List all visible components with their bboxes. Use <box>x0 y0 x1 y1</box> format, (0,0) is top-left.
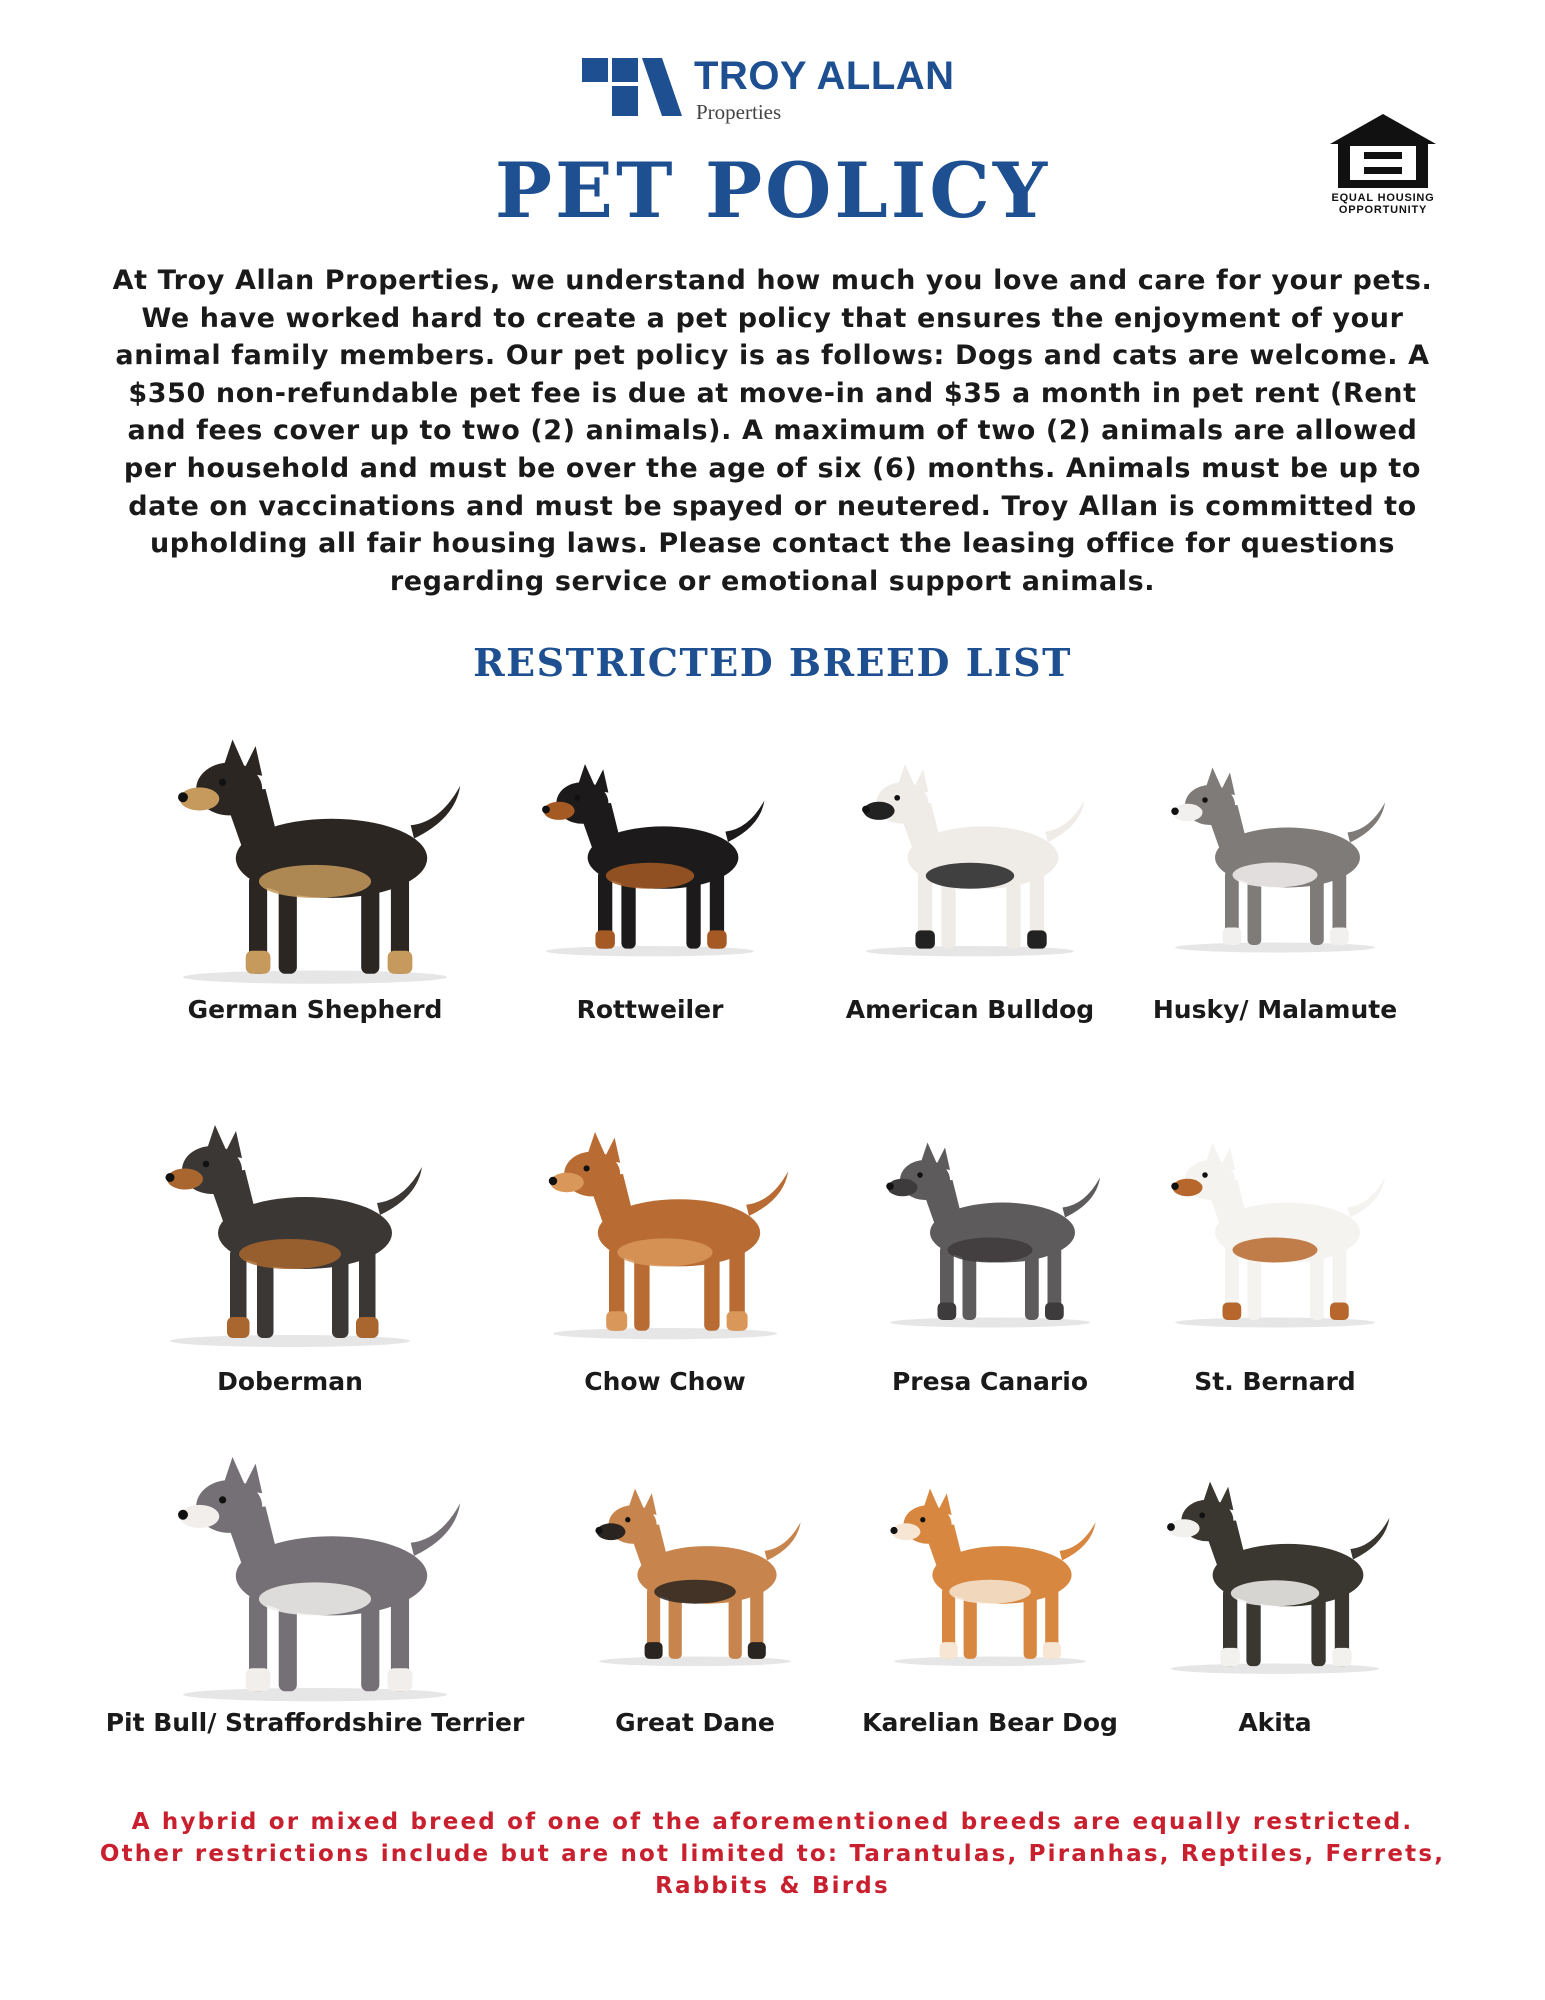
dog-rottweiler-icon <box>520 720 780 990</box>
dog-husky-malamute-icon <box>1150 720 1400 990</box>
brand-subtitle: Properties <box>696 100 782 124</box>
restrictions-line-1: A hybrid or mixed breed of one of the aforementioned breeds are equally restricted. <box>131 1809 1414 1835</box>
breed-item-st-bernard <box>1150 1095 1400 1407</box>
breed-item-husky-malamute <box>1150 720 1400 1035</box>
dog-karelian-bear-dog-icon <box>870 1440 1110 1705</box>
breed-label: Husky/ Malamute <box>1152 995 1398 1024</box>
breed-item-karelian-bear-dog <box>862 1440 1118 1748</box>
breed-item-akita <box>1145 1440 1405 1748</box>
dog-pit-bull-straffordshire-terrier-icon <box>150 1440 480 1705</box>
equal-housing-text: EQUAL HOUSING OPPORTUNITY <box>1331 192 1435 216</box>
troy-allan-logo-icon <box>582 58 682 116</box>
company-logo <box>582 52 964 124</box>
breed-label: Great Dane <box>615 1708 775 1737</box>
breed-item-chow-chow <box>525 1095 805 1407</box>
breed-item-rottweiler <box>520 720 780 1035</box>
brand-name: TROY ALLAN <box>694 54 955 98</box>
dog-akita-icon <box>1145 1440 1405 1705</box>
breed-label: American Bulldog <box>845 995 1095 1024</box>
restrictions-line-2: Other restrictions include but are not limited to: Tarantulas, Piranhas, Reptiles, Ferrets, <box>99 1841 1446 1867</box>
dog-doberman-icon <box>140 1095 440 1365</box>
dog-german-shepherd-icon <box>150 720 480 990</box>
breed-label: Karelian Bear Dog <box>862 1708 1118 1737</box>
dog-st-bernard-icon <box>1150 1095 1400 1365</box>
dog-chow-chow-icon <box>525 1095 805 1365</box>
dog-american-bulldog-icon <box>840 720 1100 990</box>
breed-label: Presa Canario <box>891 1367 1089 1396</box>
breed-label: St. Bernard <box>1194 1367 1356 1396</box>
breed-label: Rottweiler <box>576 995 724 1024</box>
breed-item-german-shepherd <box>150 720 480 1035</box>
breed-item-pit-bull-straffordshire-terrier <box>105 1440 525 1748</box>
breed-label: Doberman <box>217 1367 363 1396</box>
breed-label: German Shepherd <box>187 995 443 1024</box>
breed-label: Pit Bull/ Straffordshire Terrier <box>105 1708 525 1737</box>
dog-great-dane-icon <box>575 1440 815 1705</box>
restrictions-note <box>80 1806 1465 1902</box>
restrictions-line-3: Rabbits & Birds <box>655 1873 890 1899</box>
breed-item-great-dane <box>575 1440 815 1748</box>
policy-intro: At Troy Allan Properties, we understand how much you love and care for your pets. We have worked hard to create a pet policy that ensures the enjoyment of your animal family members. Our pet policy is as follows: Dogs and cats are welcome. A $350 non-refundable pet fee is due at move-in and $35 a month in pet rent (Rent and fees cover up to two (2) animals). A maximum of two (2) animals are allowed per household and must be over the age of six (6) months. Animals must be up to date on vaccinations and must be spayed or neutered. Troy Allan is committed to upholding all fair housing laws. Please contact the leasing office for questions regarding service or emotional support animals. <box>112 265 1433 597</box>
breed-item-doberman <box>140 1095 440 1407</box>
breed-label: Chow Chow <box>584 1367 746 1396</box>
restricted-breed-title: RESTRICTED BREED LIST <box>473 640 1072 685</box>
breed-item-american-bulldog <box>840 720 1100 1035</box>
breed-label: Akita <box>1238 1708 1312 1737</box>
dog-presa-canario-icon <box>865 1095 1115 1365</box>
breed-item-presa-canario <box>865 1095 1115 1407</box>
page-title: PET POLICY <box>494 146 1051 235</box>
